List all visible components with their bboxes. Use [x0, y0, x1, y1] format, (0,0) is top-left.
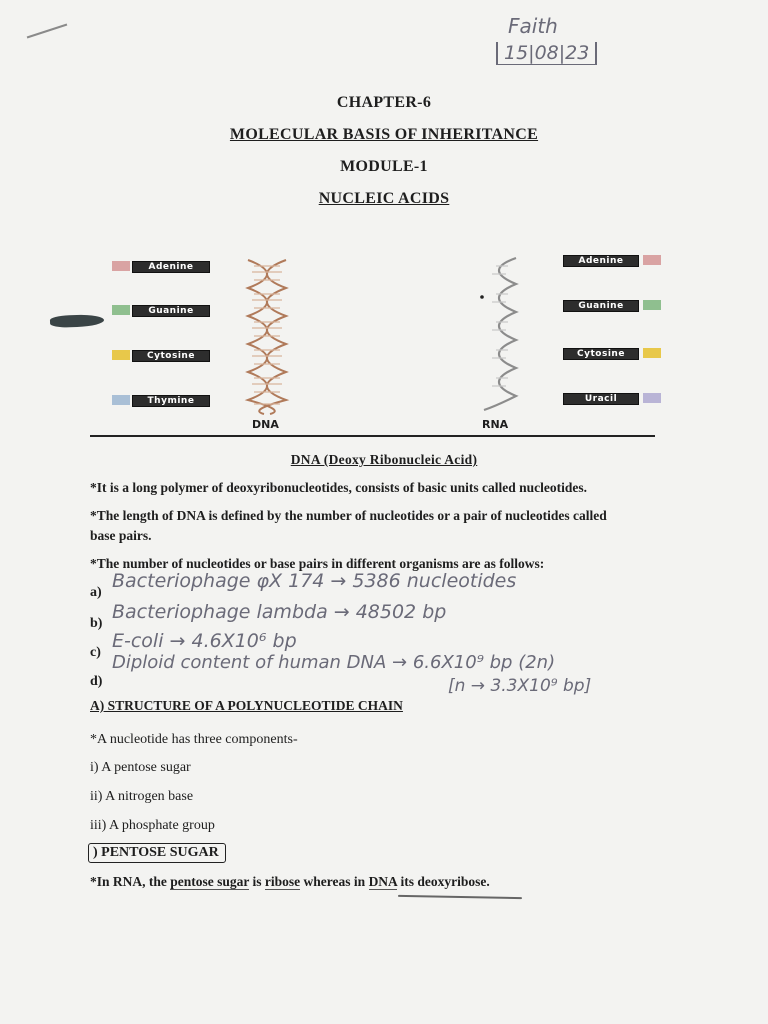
pentose-text-mid-1: is [249, 874, 265, 889]
chapter-title: MOLECULAR BASIS OF INHERITANCE [229, 126, 539, 143]
pentose-term: pentose sugar [170, 874, 250, 889]
dna-para-2-line-2: base pairs. [90, 528, 152, 543]
structure-section-title: A) STRUCTURE OF A POLYNUCLEOTIDE CHAIN [90, 698, 403, 713]
pentose-section-title: ) PENTOSE SUGAR [88, 843, 226, 863]
item-d-note: Diploid content of human DNA → 6.6X10⁹ bp (2n) [112, 652, 556, 673]
rna-uracil-label: Uracil [563, 393, 639, 405]
topic-heading: NUCLEIC ACIDS [318, 190, 450, 207]
rna-guanine-swatch [643, 300, 661, 310]
rna-cytosine-label: Cytosine [563, 348, 639, 360]
rna-uracil-swatch [643, 393, 661, 403]
rna-guanine-label: Guanine [563, 300, 639, 312]
item-d-haploid-note: [n → 3.3X10⁹ bp] [448, 676, 592, 696]
component-2: ii) A nitrogen base [90, 789, 194, 804]
figure-divider [90, 435, 655, 437]
pen-mark [27, 24, 68, 39]
dna-section-title: DNA (Deoxy Ribonucleic Acid) [290, 452, 478, 467]
guanine-label: Guanine [132, 305, 210, 317]
dna-term: DNA [368, 874, 398, 889]
structure-intro: *A nucleotide has three components- [90, 732, 298, 747]
ribose-term: ribose [264, 874, 301, 889]
item-a-label: a) [90, 585, 102, 600]
item-a-note: Bacteriophage φX 174 → 5386 nucleotides [112, 570, 517, 592]
pentose-text-end: its deoxyribose. [397, 874, 490, 889]
rna-adenine-label: Adenine [563, 255, 639, 267]
dna-figure-label: DNA [252, 418, 279, 431]
dna-para-1: *It is a long polymer of deoxyribonucleotides, consists of basic units called nucleotides. [90, 480, 588, 495]
dna-para-2-line-1: *The length of DNA is defined by the number of nucleotides or a pair of nucleotides called [90, 508, 607, 523]
dna-para-3: *The number of nucleotides or base pairs in different organisms are as follows: [90, 556, 545, 571]
adenine-swatch [112, 261, 130, 271]
rna-strand-graphic [476, 256, 526, 412]
module-heading: MODULE-1 [340, 158, 428, 175]
cytosine-swatch [112, 350, 130, 360]
rna-cytosine-swatch [643, 348, 661, 358]
item-b-note: Bacteriophage lambda → 48502 bp [112, 601, 447, 623]
pentose-text [90, 874, 490, 890]
component-3: iii) A phosphate group [90, 818, 215, 833]
signature-name: Faith [508, 14, 558, 38]
adenine-label: Adenine [132, 261, 210, 273]
pentose-text-start: *In RNA, the [90, 874, 171, 889]
dna-helix-graphic [240, 258, 294, 416]
rna-figure-label: RNA [482, 418, 509, 431]
chapter-heading: CHAPTER-6 [336, 94, 432, 111]
guanine-swatch [112, 305, 130, 315]
signature-date: 15|08|23 [496, 42, 597, 65]
thymine-swatch [112, 395, 130, 405]
item-b-label: b) [90, 616, 103, 631]
marker-blot [50, 314, 104, 328]
pentose-text-mid-2: whereas in [300, 874, 369, 889]
cytosine-label: Cytosine [132, 350, 210, 362]
thymine-label: Thymine [132, 395, 210, 407]
item-c-label: c) [90, 645, 101, 660]
item-d-label: d) [90, 674, 103, 689]
pen-underline [398, 895, 522, 899]
component-1: i) A pentose sugar [90, 760, 191, 775]
rna-adenine-swatch [643, 255, 661, 265]
item-c-note: E-coli → 4.6X10⁶ bp [112, 630, 297, 652]
